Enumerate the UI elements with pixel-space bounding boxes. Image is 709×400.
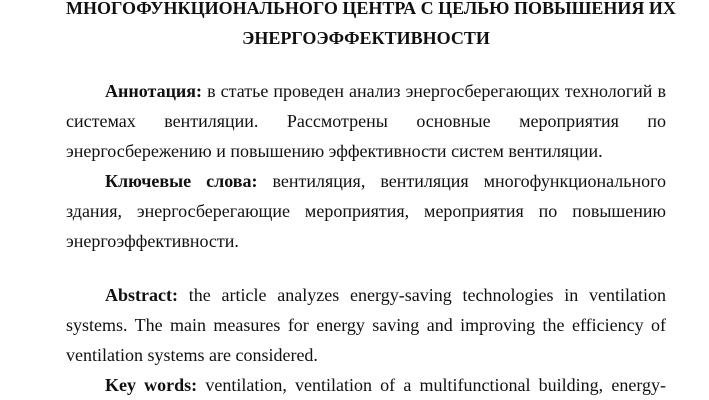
paragraph-lead: Аннотация: <box>105 81 203 101</box>
line-text: systems. The main measures for energy saving and improving the efficiency of <box>66 315 666 335</box>
text-line <box>66 106 666 136</box>
text-line <box>66 370 666 400</box>
text-line <box>66 280 666 310</box>
text-line <box>66 196 666 226</box>
text-line <box>66 136 666 166</box>
text-column <box>66 0 676 400</box>
line-text: в статье проведен анализ энергосберегающих технологий в <box>207 81 666 101</box>
text-line <box>66 166 666 196</box>
text-line <box>66 76 666 106</box>
line-text: здания, энергосберегающие мероприятия, мероприятия по повышению <box>66 201 666 221</box>
document-title <box>66 0 676 53</box>
line-text: вентиляция, вентиляция многофункционального <box>272 171 667 191</box>
text-line <box>66 340 666 370</box>
line-text: системах вентиляции. Рассмотрены основные мероприятия по <box>66 111 666 131</box>
line-text: ventilation systems are considered. <box>66 345 318 365</box>
text-line <box>66 310 666 340</box>
paragraph-lead: Key words: <box>105 375 198 395</box>
document-body <box>66 76 666 400</box>
title-line: ЭНЕРГОЭФФЕКТИВНОСТИ <box>242 28 490 48</box>
paragraph-annotation-ru <box>66 76 666 166</box>
line-text: ventilation, ventilation of a multifunctional building, energy- <box>205 375 666 395</box>
line-text: энергоэффективности. <box>66 231 239 251</box>
title-line: МНОГОФУНКЦИОНАЛЬНОГО ЦЕНТРА С ЦЕЛЬЮ ПОВЫШЕНИЯ ИХ <box>66 0 676 18</box>
paragraph-lead: Ключевые слова: <box>105 171 258 191</box>
paragraph-keywords-ru <box>66 166 666 256</box>
text-line <box>66 226 666 256</box>
paragraph-lead: Abstract: <box>105 285 178 305</box>
line-text: the article analyzes energy-saving technologies in ventilation <box>188 285 667 305</box>
paragraph-keywords-en <box>66 370 666 400</box>
line-text: энергосбережению и повышению эффективности систем вентиляции. <box>66 141 603 161</box>
paragraph-abstract-en <box>66 280 666 370</box>
